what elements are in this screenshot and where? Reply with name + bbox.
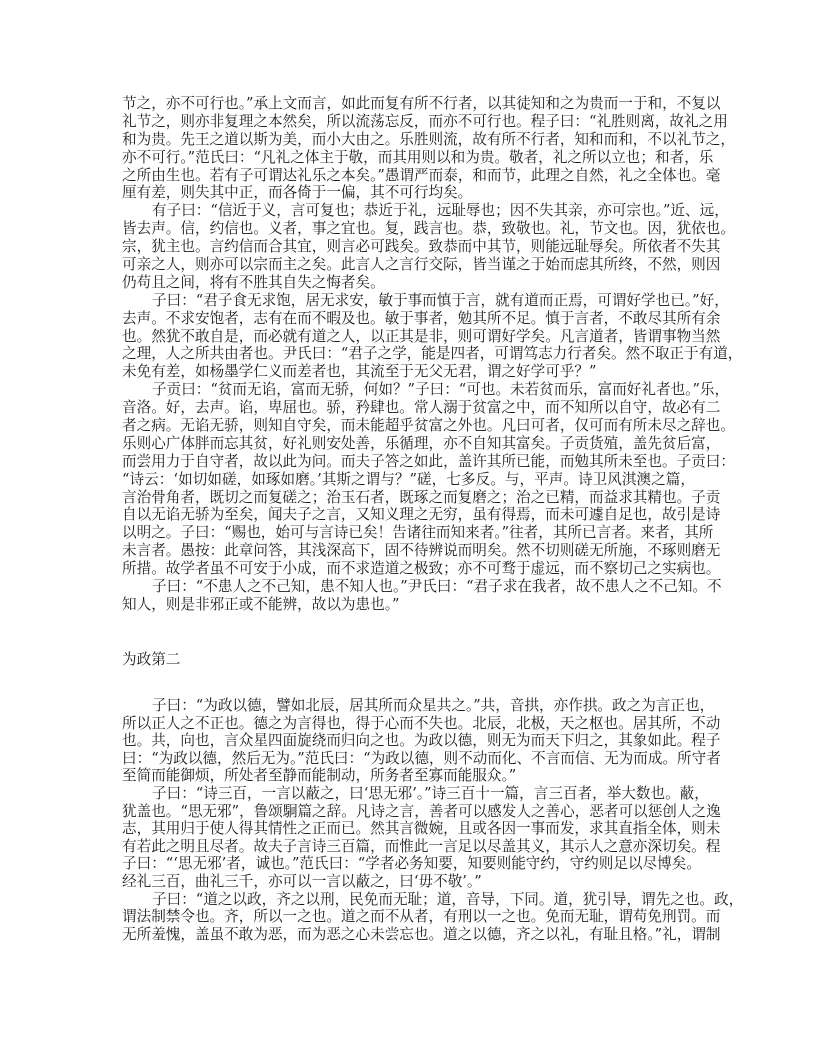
chapter-heading: 为政第二 (122, 651, 181, 668)
section-xue-er-end (122, 95, 743, 614)
text-line: 音洛。好，去声。谄，卑屈也。骄，矜肆也。常人溺于贫富之中，而不知所以自守，故必有二 (122, 399, 721, 417)
section-wei-zheng (122, 697, 744, 943)
text-line: 曰：“为政以德，然后无为。”范氏曰：“为政以德，则不动而化、不言而信、无为而成。所守者 (122, 749, 721, 767)
text-line: “诗云：‘如切如磋，如琢如磨。’其斯之谓与？”磋，七多反。与，平声。诗卫风淇澳之篇， (122, 470, 695, 488)
text-line: 礼节之，则亦非复理之本然矣，所以流荡忘反，而亦不可行也。程子曰：“礼胜则离，故礼之用 (122, 112, 728, 130)
text-line: 节之，亦不可行也。”承上文而言，如此而复有所不行者，以其徒知和之为贵而一于和，不复以 (122, 95, 721, 112)
paragraph (122, 784, 721, 891)
paragraph (122, 890, 744, 944)
text-line: 未言者。愚按：此章问答，其浅深高下，固不待辨说而明矣。然不切则磋无所施，不琢则磨无 (122, 542, 721, 560)
text-line: 子曰：“为政以德，譬如北辰，居其所而众星共之。”共，音拱，亦作拱。政之为言正也， (152, 697, 715, 714)
text-line: 有若此之明且尽者。故夫子言诗三百篇，而惟此一言足以尽盖其义，其示人之意亦深切矣。程 (122, 837, 721, 855)
text-line: 仍苟且之间，将有不胜其自失之悔者矣。 (122, 273, 385, 291)
text-line: 知人，则是非邪正或不能辨，故以为患也。” (122, 595, 400, 613)
paragraph (122, 381, 735, 578)
text-line: 子曰：“‘思无邪’者，诚也。”范氏曰：“学者必务知要，知要则能守约，守约则足以尽博矣。 (122, 855, 701, 873)
text-line: 亦不可行。”范氏曰：“凡礼之体主于敬，而其用则以和为贵。敬者，礼之所以立也；和者，乐 (122, 148, 714, 166)
text-line: 至简而能御烦，所处者至静而能制动，所务者至寡而能服众。” (122, 767, 517, 785)
text-line: 和为贵。先王之道以斯为美，而小大由之。乐胜则流，故有所不行者，知和而和，不以礼节之， (122, 130, 735, 148)
text-line: 经礼三百，曲礼三千，亦可以一言以蔽之，曰‘毋不敬’。” (122, 872, 482, 890)
text-line: 自以无谄无骄为至矣，闻夫子之言，又知义理之无穷，虽有得焉，而未可遽自足也，故引是诗 (122, 506, 721, 524)
text-line: 皆去声。信，约信也。义者，事之宜也。复，践言也。恭，致敬也。礼，节文也。因，犹依也。 (122, 220, 735, 238)
text-line: 之所由生也。若有子可谓达礼乐之本矣。”愚谓严而泰，和而节，此理之自然，礼之全体也。毫 (122, 166, 721, 184)
text-line: 以明之。子曰：“赐也，始可与言诗已矣！告诸往而知来者。”往者，其所已言者。来者，其所 (122, 524, 714, 542)
paragraph (122, 291, 743, 381)
text-line: 所以正人之不正也。德之为言得也，得于心而不失也。北辰，北极，天之枢也。居其所，不动 (122, 714, 721, 732)
text-line: 之理，人之所共由者也。尹氏曰：“君子之学，能是四者，可谓笃志力行者矣。然不取正于有道， (122, 345, 743, 363)
text-line: 子曰：“道之以政，齐之以刑，民免而无耻；道，音导，下同。道，犹引导，谓先之也。政， (152, 890, 744, 908)
text-line: 者之病。无谄无骄，则知自守矣，而未能超乎贫富之外也。凡曰可者，仅可而有所未尽之辞也。 (122, 417, 735, 435)
text-line: 宗，犹主也。言约信而合其宜，则言必可践矣。致恭而中其节，则能远耻辱矣。所依者不失其 (122, 238, 721, 256)
paragraph (122, 202, 735, 291)
text-line: 而尝用力于自守者，故以此为问。而夫子答之如此，盖许其所已能，而勉其所未至也。子贡曰： (122, 452, 735, 470)
text-line: 未免有差，如杨墨学仁义而差者也，其流至于无父无君，谓之好学可乎？” (122, 363, 597, 381)
text-line: 所措。故学者虽不可安于小成，而不求造道之极致；亦不可骛于虚远，而不察切己之实病也。 (122, 560, 721, 578)
text-line: 言治骨角者，既切之而复磋之；治玉石者，既琢之而复磨之；治之已精，而益求其精也。子贡 (122, 488, 721, 506)
text-line: 志，其用归于使人得其情性之正而已。然其言微婉，且或各因一事而发，求其直指全体，则未 (122, 820, 721, 838)
text-line: 犹盖也。“思无邪”，鲁颂駉篇之辞。凡诗之言，善者可以感发人之善心，恶者可以惩创人之逸 (122, 802, 721, 820)
text-line: 子贡曰：“贫而无谄，富而无骄，何如？”子曰：“可也。未若贫而乐，富而好礼者也。”乐， (152, 381, 730, 399)
text-line: 子曰：“诗三百，一言以蔽之，曰‘思无邪’。”诗三百十一篇，言三百者，举大数也。蔽， (152, 784, 709, 802)
paragraph (122, 578, 722, 614)
text-line: 无所羞愧，盖虽不敢为恶，而为恶之心未尝忘也。道之以德，齐之以礼，有耻且格。”礼，谓制 (122, 925, 721, 943)
text-line: 也。共，向也，言众星四面旋绕而归向之也。为政以德，则无为而天下归之，其象如此。程子 (122, 732, 721, 750)
text-line: 子曰：“君子食无求饱，居无求安，敏于事而慎于言，就有道而正焉，可谓好学也已。”好， (152, 291, 729, 309)
text-line: 子曰：“不患人之不己知，患不知人也。”尹氏曰：“君子求在我者，故不患人之不己知。不 (152, 578, 722, 596)
text-line: 有子曰：“信近于义，言可复也；恭近于礼，远耻辱也；因不失其亲，亦可宗也。”近、远， (152, 202, 729, 220)
text-line: 可亲之人，则亦可以宗而主之矣。此言人之言行交际，皆当谨之于始而虑其所终，不然，则因 (122, 256, 721, 274)
text-line: 去声。不求安饱者，志有在而不暇及也。敏于事者，勉其所不足。慎于言者，不敢尽其所有余 (122, 309, 721, 327)
text-line: 谓法制禁令也。齐，所以一之也。道之而不从者，有刑以一之也。免而无耻，谓苟免刑罚。而 (122, 908, 721, 926)
paragraph (122, 697, 721, 785)
text-line: 厘有差，则失其中正，而各倚于一偏，其不可行均矣。 (122, 184, 473, 202)
text-line: 乐则心广体胖而忘其贫，好礼则安处善，乐循理，亦不自知其富矣。子贡货殖，盖先贫后富， (122, 434, 721, 452)
paragraph (122, 95, 735, 202)
text-line: 也。然犹不敢自是，而必就有道之人，以正其是非，则可谓好学矣。凡言道者，皆谓事物当然 (122, 327, 721, 345)
